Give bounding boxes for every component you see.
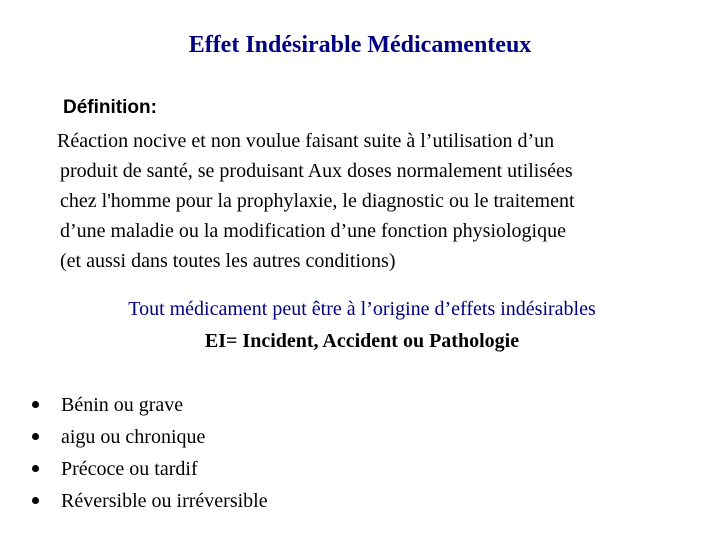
statement-text: Tout médicament peut être à l’origine d’effets indésirables [128,298,596,320]
list-item-text: Réversible ou irréversible [61,490,268,512]
bullet-icon [32,465,39,472]
ei-definition: EI= Incident, Accident ou Pathologie [204,330,520,352]
definition-label: Définition: [63,97,157,118]
bullet-icon [32,433,39,440]
list-item-text: Précoce ou tardif [61,458,198,480]
slide-title: Effet Indésirable Médicamenteux [188,32,532,58]
definition-text [57,126,700,276]
definition-line: Réaction nocive et non voulue faisant suite à l’utilisation d’un [57,130,555,152]
bullet-icon [32,401,39,408]
definition-line: (et aussi dans toutes les autres conditions) [60,250,396,272]
definition-line: produit de santé, se produisant Aux doses normalement utilisées [60,160,573,182]
list-item-text: Bénin ou grave [61,394,184,416]
list-item-text: aigu ou chronique [61,426,206,448]
bullet-icon [32,497,39,504]
definition-line: d’une maladie ou la modification d’une fonction physiologique [60,220,566,242]
definition-line: chez l'homme pour la prophylaxie, le diagnostic ou le traitement [60,190,575,212]
